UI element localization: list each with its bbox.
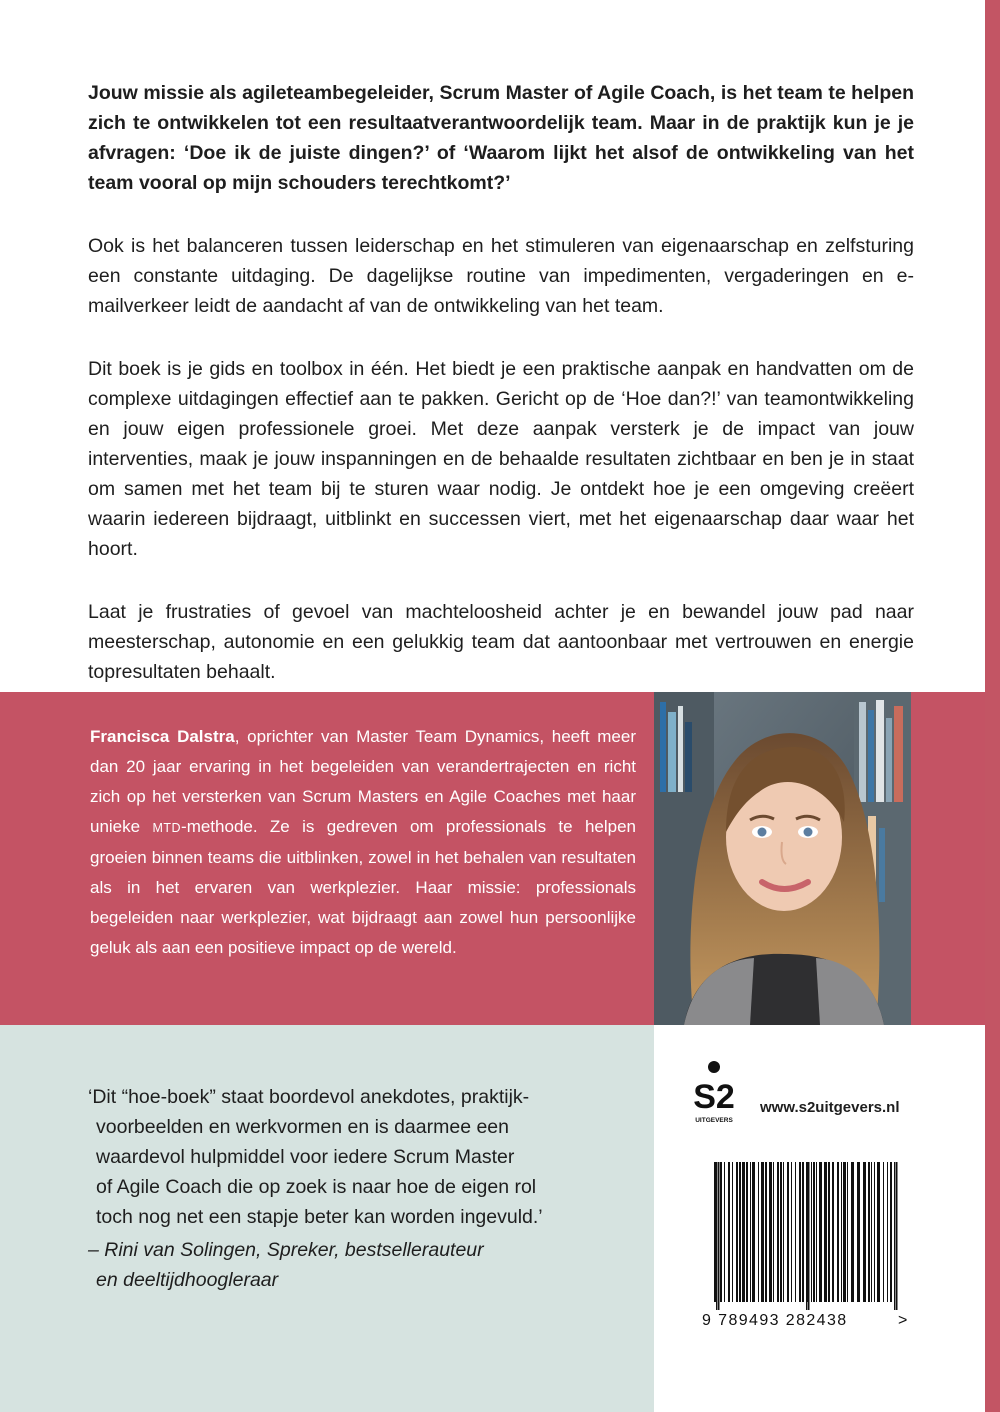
barcode-bar xyxy=(824,1162,827,1302)
isbn-arrow: > xyxy=(898,1312,908,1329)
barcode-bar xyxy=(841,1162,842,1302)
intro-text xyxy=(88,78,914,720)
quote-line: waardevol hulpmiddel voor iedere Scrum Master xyxy=(96,1146,515,1168)
barcode-guard-bar xyxy=(718,1162,720,1310)
barcode-bar xyxy=(847,1162,848,1302)
author-name: Francisca Dalstra xyxy=(90,727,235,746)
quote-attribution xyxy=(88,1235,628,1295)
intro-paragraph-1: Jouw missie als agileteambegeleider, Scrum Master of Agile Coach, is het team te helpen zich te ontwikkelen tot een resultaatverantwoordelijk team. Maar in de praktijk kun je je afvragen: ‘Doe ik de juiste dingen?’ of ‘Waarom lijkt het alsof de ontwikkeling van het team vooral op mijn schouders terechtkomt?’ xyxy=(88,82,914,194)
barcode-bar xyxy=(787,1162,789,1302)
author-bio xyxy=(90,722,636,963)
quote-line: toch nog net een stapje beter kan worden ingevuld.’ xyxy=(96,1206,543,1228)
barcode-bar xyxy=(791,1162,792,1302)
barcode-bar xyxy=(832,1162,834,1302)
barcode-bar xyxy=(816,1162,817,1302)
publisher-website[interactable]: www.s2uitgevers.nl xyxy=(760,1099,900,1116)
barcode-bar xyxy=(746,1162,748,1302)
barcode-bar xyxy=(837,1162,839,1302)
barcode-bar xyxy=(761,1162,764,1302)
barcode-guard-bar xyxy=(806,1162,808,1310)
intro-paragraph-4: Laat je frustraties of gevoel van machteloosheid achter je en bewandel jouw pad naar meesterschap, autonomie en een gelukkig team dat aantoonbaar met vertrouwen en energie topresultaten behaalt. xyxy=(88,601,914,683)
barcode-bar xyxy=(728,1162,730,1302)
publisher-logo-mark xyxy=(692,1060,736,1126)
barcode-bars xyxy=(714,1162,898,1310)
barcode-bar xyxy=(765,1162,767,1302)
author-method: MTD xyxy=(152,821,182,835)
barcode-bar xyxy=(887,1162,888,1302)
barcode-bar xyxy=(714,1162,716,1302)
intro-paragraph-2: Ook is het balanceren tussen leiderschap en het stimuleren van eigenaarschap en zelfsturing een constante uitdaging. De dagelijkse routine van impedimenten, vergaderingen en e-mailverkeer leidt de aandacht af van de ontwikkeling van het team. xyxy=(88,235,914,317)
barcode-bar xyxy=(795,1162,796,1302)
barcode-bar xyxy=(739,1162,741,1302)
barcode-bar xyxy=(799,1162,801,1302)
barcode-bar xyxy=(871,1162,872,1302)
barcode-bar xyxy=(874,1162,875,1302)
isbn-barcode xyxy=(700,1158,912,1330)
barcode-bar xyxy=(813,1162,815,1302)
barcode-bar xyxy=(783,1162,784,1302)
barcode-bar xyxy=(819,1162,822,1302)
barcode-bar xyxy=(752,1162,755,1302)
barcode-bar xyxy=(857,1162,860,1302)
barcode-bar xyxy=(877,1162,880,1302)
barcode-guard-bar xyxy=(808,1162,810,1310)
author-photo-illustration xyxy=(654,692,911,1025)
barcode-bar xyxy=(732,1162,733,1302)
barcode-bar xyxy=(758,1162,759,1302)
barcode-bar xyxy=(736,1162,738,1302)
barcode-bar xyxy=(890,1162,892,1302)
barcode-bar xyxy=(769,1162,772,1302)
barcode-bar xyxy=(868,1162,870,1302)
barcode-bar xyxy=(851,1162,854,1302)
publisher-logo xyxy=(692,1060,736,1126)
barcode-bar xyxy=(742,1162,745,1302)
isbn-number: 9 789493 282438 xyxy=(702,1312,848,1329)
intro-paragraph-3: Dit boek is je gids en toolbox in één. Het biedt je een praktische aanpak en handvatten om de complexe uitdagingen effectief aan te pakken. Gericht op de ‘Hoe dan?!’ van teamontwikkeling en jouw eigen professionele groei. Met deze aanpak versterk je de impact van jouw interventies, maak je jouw inspanningen en de behaalde resultaten zichtbaar en ben je in staat om samen met het team bij te sturen waar nodig. Je ontdekt hoe je een omgeving creëert waarin iedereen bijdraagt, uitblinkt en successen viert, met het eigenaarschap daar waar het hoort. xyxy=(88,358,914,560)
barcode-guard-bar xyxy=(896,1162,898,1310)
barcode-bar xyxy=(863,1162,866,1302)
barcode-bar xyxy=(802,1162,804,1302)
quote-line: of Agile Coach die op zoek is naar hoe de eigen rol xyxy=(96,1176,537,1198)
publisher-logo-text: S2 xyxy=(693,1078,735,1116)
publisher-logo-subtext: UITGEVERS xyxy=(695,1117,733,1124)
barcode-bar xyxy=(828,1162,830,1302)
barcode-bar xyxy=(777,1162,779,1302)
barcode-bar xyxy=(724,1162,725,1302)
quote-line: ‘Dit “hoe-boek” staat boordevol anekdotes, praktijk- xyxy=(88,1086,530,1108)
barcode-bar xyxy=(811,1162,812,1302)
attribution-line-2: en deeltijdhoogleraar xyxy=(96,1269,279,1291)
attribution-line-1: – Rini van Solingen, Spreker, bestsellerauteur xyxy=(88,1239,484,1261)
barcode-graphic xyxy=(700,1158,912,1330)
cover-spine-edge xyxy=(985,0,1000,1412)
barcode-bar xyxy=(780,1162,782,1302)
author-bio-part2: -methode. Ze is gedreven om professionals te helpen groeien binnen teams die uitblinken, zowel in het behalen van resultaten als in het ervaren van werkplezier. Haar missie: professionals begeleiden naar werkplezier, wat bijdraagt aan zowel hun persoonlijke geluk als aan een positieve impact op de wereld. xyxy=(90,817,636,957)
barcode-bar xyxy=(773,1162,774,1302)
barcode-bar xyxy=(750,1162,751,1302)
quote-line: voorbeelden en werkvormen en is daarmee een xyxy=(96,1116,509,1138)
barcode-guard-bar xyxy=(894,1162,896,1310)
barcode-bar xyxy=(883,1162,884,1302)
barcode-bar xyxy=(720,1162,722,1302)
barcode-guard-bar xyxy=(716,1162,718,1310)
author-photo xyxy=(654,692,911,1025)
author-bio-part1: , oprichter van Master Team Dynamics, heeft meer dan 20 jaar ervaring in het begeleiden van verandertrajecten en richt zich op het versterken van Scrum Masters en Agile Coaches met haar unieke xyxy=(90,727,636,836)
barcode-bar xyxy=(843,1162,846,1302)
endorsement-quote xyxy=(88,1082,628,1232)
